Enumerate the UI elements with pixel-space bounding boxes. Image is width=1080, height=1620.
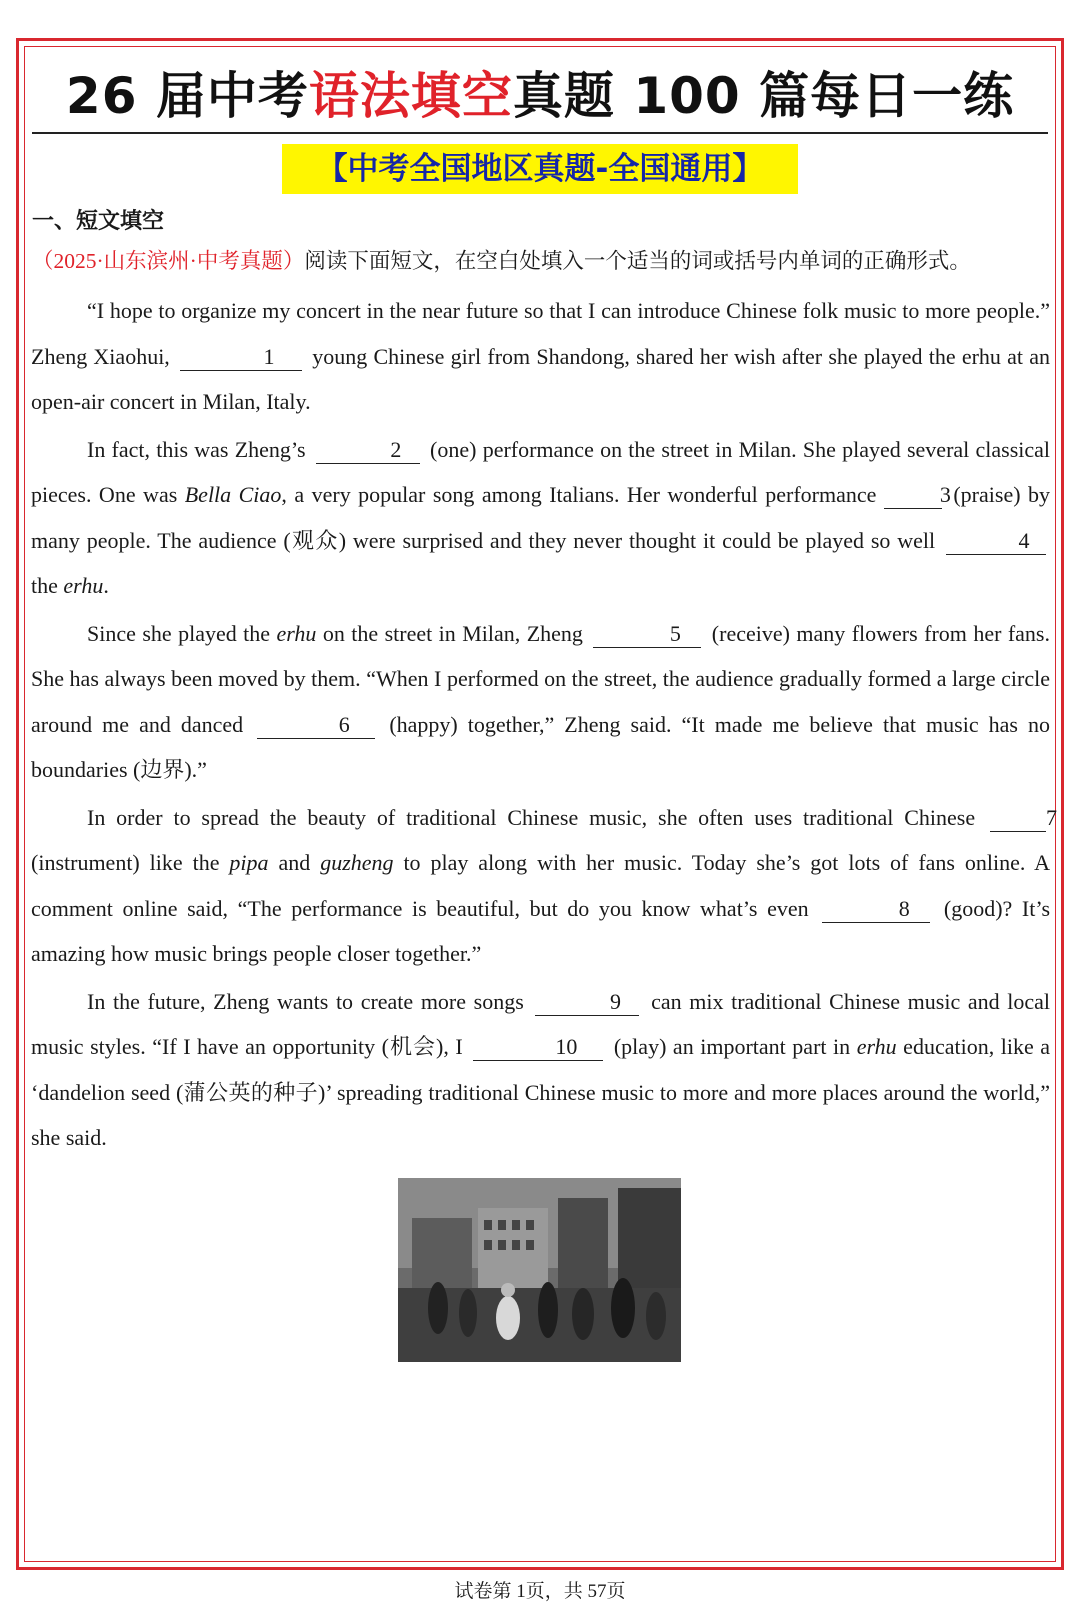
- title-part1: 26 届中考: [65, 67, 309, 125]
- text: young Chinese girl from Shandong, shared her wish after she played the erhu at an open-air concert in Milan, Italy.: [31, 343, 1051, 414]
- blank-9[interactable]: 9: [535, 989, 639, 1016]
- text: “I hope to organize my concert in the near future so that I can introduce Chinese folk music to more people.” Zheng Xiaohui,: [31, 298, 1050, 369]
- title-divider: [32, 132, 1048, 134]
- text: (receive) many flowers from her fans. She has always been moved by them. “When I performed on the street, the audience gradually formed a large circle around me and danced: [31, 620, 1050, 737]
- title-highlight: 语法填空: [308, 67, 513, 125]
- text: .: [103, 573, 109, 598]
- section-heading: 一、短文填空: [32, 209, 165, 234]
- text: (happy) together,” Zheng said. “It made me believe that music has no boundaries (边界).”: [31, 711, 1051, 782]
- text: education, like a ‘dandelion seed (蒲公英的种子)’ spreading traditional Chinese music to more and more places around the world,” she said.: [31, 1034, 1051, 1150]
- paragraph-2: [31, 427, 1050, 609]
- blank-2[interactable]: 2: [316, 437, 420, 464]
- text: and: [268, 850, 321, 875]
- blank-1[interactable]: 1: [180, 344, 302, 371]
- text: Since she played the: [87, 620, 277, 646]
- text: to play along with her music. Today she’s got lots of fans online. A comment online said, “The performance is beautiful, but do you know what’s even: [31, 850, 1051, 921]
- blank-4[interactable]: 4: [946, 528, 1046, 555]
- page-footer: 试卷第 1页，共 57页: [454, 1581, 626, 1602]
- blank-5[interactable]: 5: [593, 621, 701, 648]
- paragraph-4: [31, 795, 1057, 977]
- paragraph-3: [31, 611, 1050, 793]
- source-tag: （2025·山东滨州·中考真题）: [32, 249, 305, 273]
- italic-word: erhu: [276, 620, 317, 646]
- street-concert-illustration: [398, 1178, 681, 1362]
- text: In order to spread the beauty of traditional Chinese music, she often uses traditional Chinese: [87, 804, 976, 830]
- text: (praise) by many people. The audience (观众) were surprised and they never thought it could be played so well: [31, 482, 1051, 553]
- paragraph-1: [31, 288, 1050, 425]
- blank-3[interactable]: 3: [884, 482, 942, 509]
- text: , a very popular song among Italians. Her wonderful performance: [281, 482, 877, 507]
- text: In the future, Zheng wants to create more songs: [87, 988, 524, 1014]
- paragraph-5: [31, 979, 1050, 1161]
- page-title: [0, 56, 1080, 128]
- region-banner: 【中考全国地区真题-全国通用】: [282, 144, 798, 194]
- concert-photo: [398, 1178, 681, 1362]
- italic-word: erhu: [63, 573, 104, 598]
- text: on the street in Milan, Zheng: [316, 620, 583, 646]
- italic-word: guzheng: [320, 850, 394, 875]
- italic-word: pipa: [229, 850, 269, 875]
- instruction-text: 阅读下面短文，在空白处填入一个适当的词或括号内单词的正确形式。: [304, 249, 971, 273]
- italic-title: Bella Ciao: [184, 482, 282, 507]
- blank-10[interactable]: 10: [473, 1034, 603, 1061]
- blank-6[interactable]: 6: [257, 712, 375, 739]
- blank-7[interactable]: 7: [990, 805, 1046, 832]
- text: (one) performance on the street in Milan. She played several classical pieces. One was: [31, 436, 1051, 507]
- text: (good)? It’s amazing how music brings people closer together.”: [31, 895, 1051, 966]
- blank-8[interactable]: 8: [822, 896, 930, 923]
- text: (play) an important part in: [613, 1034, 857, 1059]
- text: can mix traditional Chinese music and local music styles. “If I have an opportunity (机会), I: [31, 988, 1051, 1059]
- title-part2: 真题 100 篇每日一练: [512, 67, 1015, 125]
- passage: [31, 288, 1057, 1163]
- question-source: [32, 244, 971, 275]
- text: In fact, this was Zheng’s: [87, 436, 306, 462]
- italic-word: erhu: [856, 1034, 897, 1059]
- text: the: [31, 573, 64, 598]
- text: (instrument) like the: [31, 850, 230, 875]
